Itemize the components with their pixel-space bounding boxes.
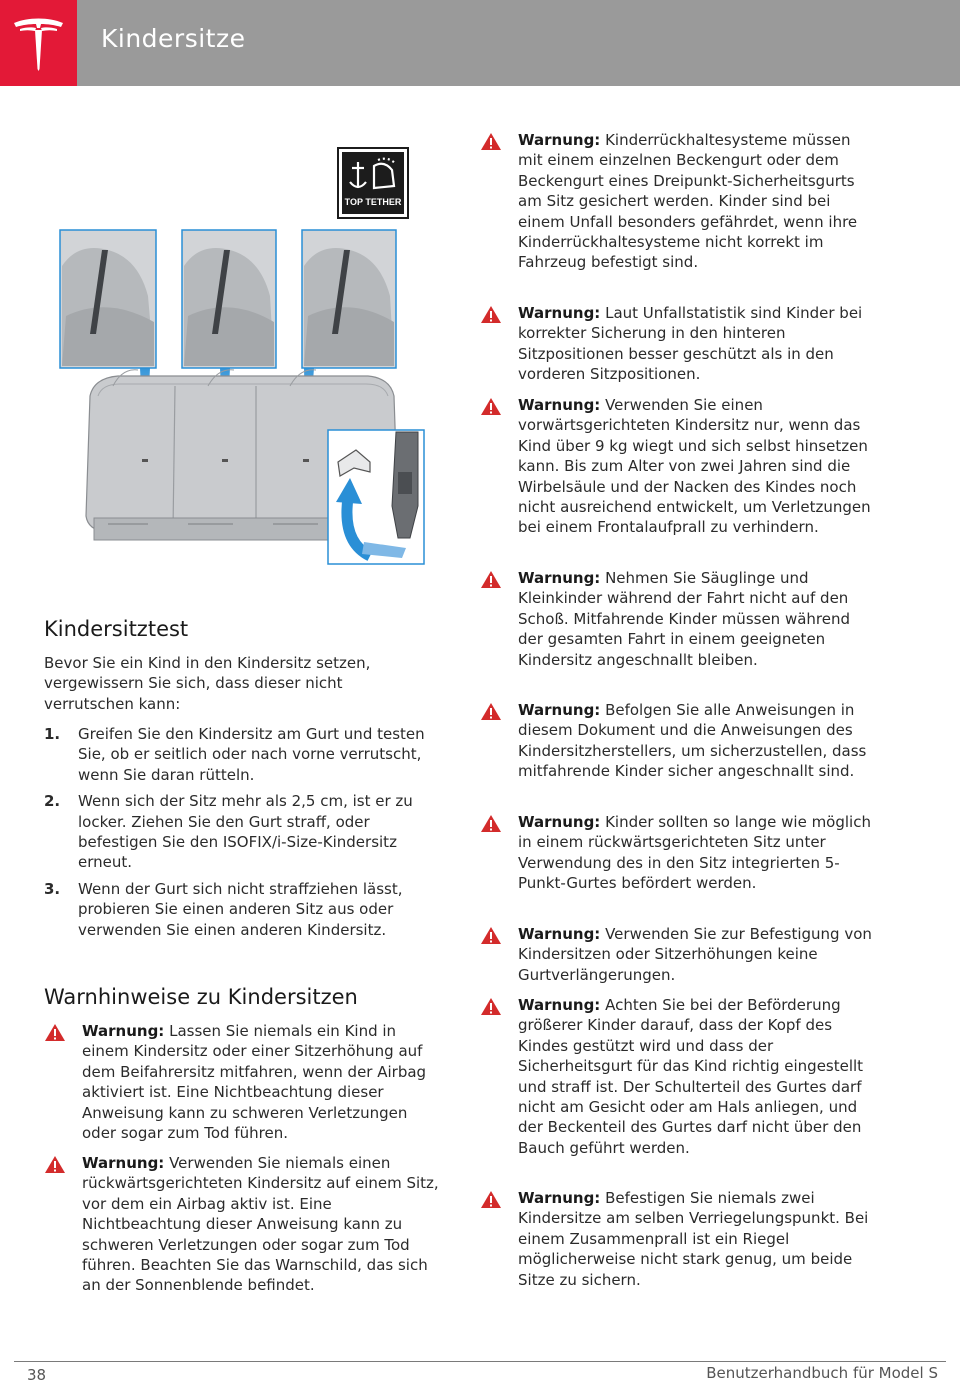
warning-triangle-icon [480, 997, 502, 1016]
warning-triangle-icon [480, 132, 502, 151]
warning-text: Achten Sie bei der Beförderung größerer Kinder darauf, dass der Kopf des Kindes gestützt wird und dass der Sicherheitsgurt für das Kind richtig eingestellt und straff ist. Der Schulterteil des Gurtes darf nicht am Gesicht oder am Hals anliegen, und der Beckenteil des Gurtes darf nicht über den Bauch geführt werden. [518, 996, 864, 1157]
warning-item [480, 700, 873, 782]
tether-hook-inset [328, 430, 424, 564]
warning-triangle-icon [480, 397, 502, 416]
step-number: 3. [44, 879, 61, 898]
warning-item [480, 395, 873, 538]
headrest-detail-middle [182, 230, 276, 368]
warning-item [480, 995, 873, 1158]
list-item [44, 879, 436, 940]
warning-item [480, 812, 873, 894]
warning-item [480, 1188, 873, 1290]
warning-item [480, 924, 873, 985]
test-steps-list [44, 724, 436, 946]
warning-triangle-icon [44, 1023, 66, 1042]
warning-label: Warnung: [518, 813, 601, 831]
warning-label: Warnung: [518, 304, 601, 322]
warning-text: Lassen Sie niemals ein Kind in einem Kindersitz oder einer Sitzerhöhung auf dem Beifahrersitz mitfahren, wenn der Airbag aktiviert ist. Eine Nichtbeachtung dieser Anweisung kann zu schweren Verletzungen oder sogar zum Tod führen. [82, 1022, 427, 1143]
section-intro: Bevor Sie ein Kind in den Kindersitz setzen, vergewissern Sie sich, dass dieser nicht verrutschen kann: [44, 654, 371, 713]
warning-label: Warnung: [82, 1154, 165, 1172]
warning-label: Warnung: [518, 996, 601, 1014]
warning-label: Warnung: [518, 131, 601, 149]
warning-item [44, 1021, 440, 1143]
list-item [44, 791, 436, 873]
warning-text: Verwenden Sie niemals einen rückwärtsgerichteten Kindersitz auf einem Sitz, vor dem ein Airbag aktiv ist. Eine Nichtbeachtung dieser Anweisung kann zu schweren Verletzungen oder sogar zum Tod führen. Beachten Sie das Warnschild, das sich an der Sonnenblende befindet. [82, 1154, 439, 1295]
step-number: 1. [44, 725, 61, 743]
warning-label: Warnung: [518, 569, 601, 587]
warning-triangle-icon [44, 1155, 66, 1174]
warning-item [480, 568, 873, 670]
warning-triangle-icon [480, 305, 502, 324]
tesla-logo-icon [12, 17, 65, 71]
warning-label: Warnung: [518, 1189, 601, 1207]
manual-title: Benutzerhandbuch für Model S [706, 1364, 938, 1382]
warning-text: Nehmen Sie Säuglinge und Kleinkinder während der Fahrt nicht auf den Schoß. Mitfahrende Kinder müssen während der gesamten Fahrt in einem geeigneten Kindersitz angeschnallt bleiben. [518, 569, 851, 669]
warning-text: Befolgen Sie alle Anweisungen in diesem Dokument und die Anweisungen des Kindersitzherstellers, um sicherzustellen, dass mitfahrende Kinder sicher angeschnallt sind. [518, 701, 867, 781]
warning-text: Kinder sollten so lange wie möglich in einem rückwärtsgerichteten Sitz unter Verwendung des in den Sitz integrierten 5-Punkt-Gurtes befördert werden. [518, 813, 871, 893]
headrest-detail-left [60, 230, 156, 368]
footer-divider [14, 1361, 946, 1362]
warning-text: Laut Unfallstatistik sind Kinder bei korrekter Sicherung in den hinteren Sitzpositionen besser geschützt als in den vorderen Sitzpositionen. [518, 304, 863, 384]
tesla-logo [0, 0, 77, 86]
warning-text: Kinderrückhaltesysteme müssen mit einem einzelnen Beckengurt oder dem Beckengurt eines Dreipunkt-Sicherheitsgurts am Sitz gesichert werden. Kinder sind bei einem Unfall besonders gefährdet, wenn ihre Kinderrückhaltesysteme nicht korrekt im Fahrzeug befestigt sind. [518, 131, 858, 272]
section-heading-warnhinweise: Warnhinweise zu Kindersitzen [44, 985, 358, 1009]
warning-triangle-icon [480, 814, 502, 833]
warning-item [480, 130, 873, 273]
warning-label: Warnung: [82, 1022, 165, 1040]
top-tether-badge [338, 148, 408, 218]
page-title: Kindersitze [101, 24, 246, 53]
section-heading-kindersitztest: Kindersitztest [44, 617, 189, 641]
top-tether-label: TOP TETHER [344, 197, 402, 207]
step-text: Wenn der Gurt sich nicht straffziehen lässt, probieren Sie einen anderen Sitz aus oder verwenden Sie einen anderen Kindersitz. [78, 879, 403, 939]
warning-text: Verwenden Sie einen vorwärtsgerichteten Kindersitz nur, wenn das Kind über 9 kg wiegt und sich selbst hinsetzen kann. Bis zum Alter von zwei Jahren sind die Wirbelsäule und der Nacken des Kindes noch nicht ausreichend entwickelt, um Verletzungen bei einem Frontalaufprall zu verhindern. [518, 396, 871, 537]
page-header [0, 0, 960, 86]
warning-label: Warnung: [518, 925, 601, 943]
warning-triangle-icon [480, 926, 502, 945]
warning-text: Verwenden Sie zur Befestigung von Kindersitzen oder Sitzerhöhungen keine Gurtverlängerungen. [518, 925, 872, 984]
warning-triangle-icon [480, 1190, 502, 1209]
warning-label: Warnung: [518, 701, 601, 719]
warning-item [44, 1153, 440, 1296]
warning-triangle-icon [480, 702, 502, 721]
step-text: Greifen Sie den Kindersitz am Gurt und testen Sie, ob er seitlich oder nach vorne verrutscht, wenn Sie daran rütteln. [78, 725, 425, 784]
warning-text: Befestigen Sie niemals zwei Kindersitze am selben Verriegelungspunkt. Bei einem Zusammenprall ist ein Riegel möglicherweise nicht stark genug, um beide Sitze zu sichern. [518, 1189, 869, 1289]
child-seat-anchor-illustration [58, 146, 428, 568]
warning-item [480, 303, 873, 385]
step-number: 2. [44, 792, 61, 811]
warning-label: Warnung: [518, 396, 601, 414]
headrest-detail-right [302, 230, 396, 368]
list-item [44, 724, 436, 785]
step-text: Wenn sich der Sitz mehr als 2,5 cm, ist er zu locker. Ziehen Sie den Gurt straff, oder befestigen Sie den ISOFIX/i-Size-Kindersitz erneut. [78, 792, 413, 872]
page-number: 38 [27, 1366, 47, 1384]
warning-triangle-icon [480, 570, 502, 589]
